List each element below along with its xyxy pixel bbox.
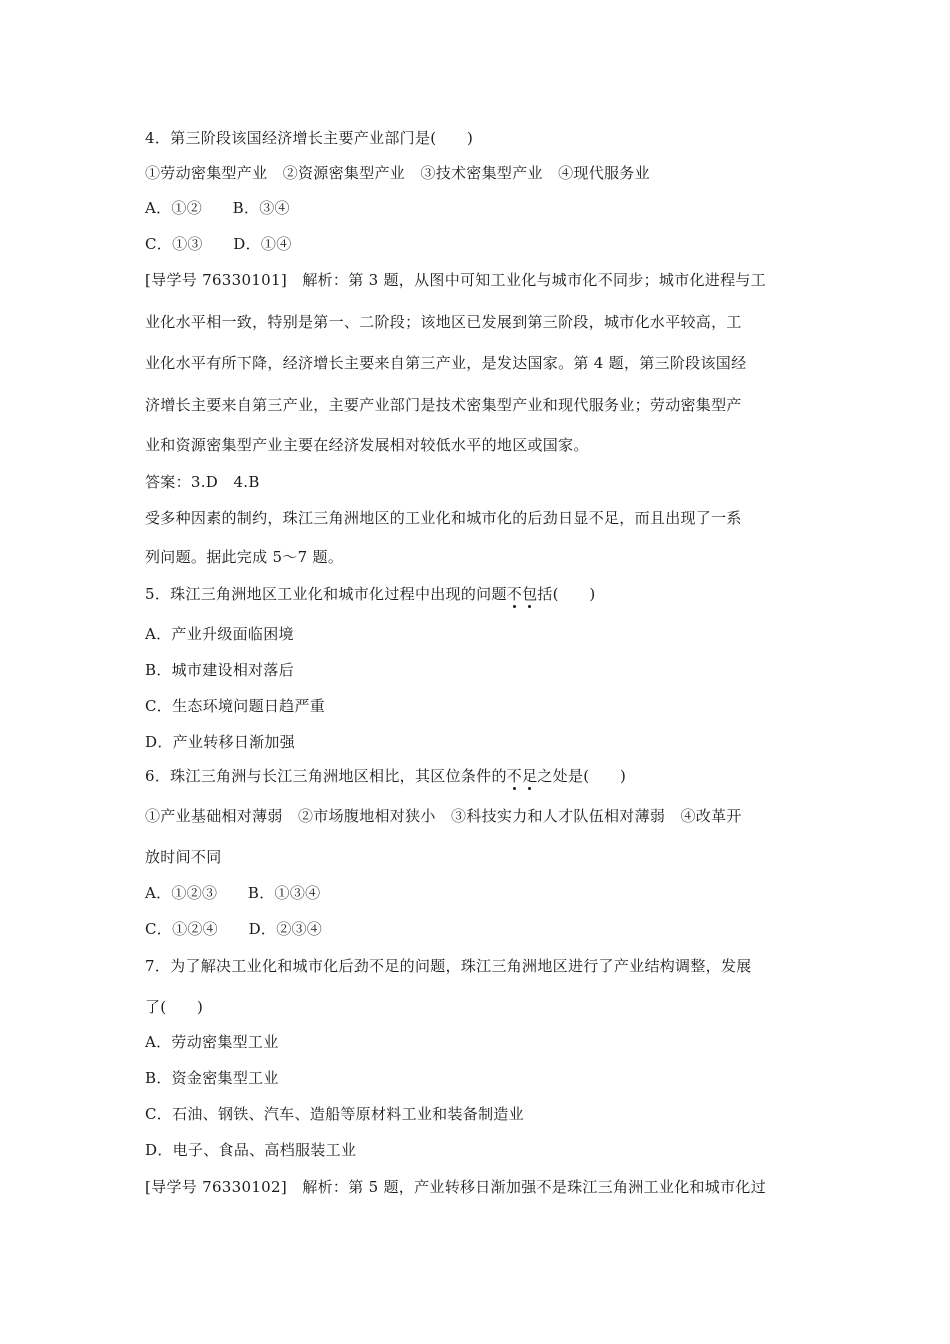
analysis-3-4-line-4: 济增长主要来自第三产业，主要产业部门是技术密集型产业和现代服务业；劳动密集型产 [145, 396, 742, 414]
emphasis-char: 不 [506, 585, 523, 603]
question-5-option-c: C．生态环境问题日趋严重 [145, 697, 326, 715]
passage-5-7-line-2: 列问题。据此完成 5～7 题。 [145, 548, 344, 566]
question-5-option-d: D．产业转移日渐加强 [145, 733, 296, 751]
question-7-option-b: B．资金密集型工业 [145, 1069, 279, 1087]
analysis-3-4-line-1: [导学号 76330101] 解析：第 3 题，从图中可知工业化与城市化不同步；城市化进程与工 [145, 271, 767, 289]
question-7-option-c: C．石油、钢铁、汽车、造船等原材料工业和装备制造业 [145, 1105, 524, 1123]
question-7-option-a: A．劳动密集型工业 [145, 1033, 279, 1051]
analysis-3-4-line-3: 业化水平有所下降，经济增长主要来自第三产业，是发达国家。第 4 题，第三阶段该国经 [145, 354, 747, 372]
question-5-option-b: B．城市建设相对落后 [145, 661, 295, 679]
question-6-stem [145, 766, 810, 786]
question-5-stem-tail: 括( ) [537, 585, 596, 603]
question-6-stem-tail: 之处是( ) [537, 767, 627, 785]
answer-3-4: 答案：3.D 4.B [145, 473, 260, 491]
question-6-options-line-2: 放时间不同 [145, 848, 222, 866]
question-6-stem-text: 6．珠江三角洲与长江三角洲地区相比，其区位条件的 [145, 767, 507, 785]
question-4-options: ①劳动密集型产业 ②资源密集型产业 ③技术密集型产业 ④现代服务业 [145, 164, 650, 182]
question-6-choices-cd: C．①②④ D．②③④ [145, 920, 323, 938]
emphasis-char: 足 [522, 767, 538, 785]
question-7-stem-line-2: 了( ) [145, 998, 204, 1016]
analysis-5-7-line-1: [导学号 76330102] 解析：第 5 题，产业转移日渐加强不是珠江三角洲工业化和城市化过 [145, 1178, 767, 1196]
question-7-stem-line-1: 7．为了解决工业化和城市化后劲不足的问题，珠江三角洲地区进行了产业结构调整，发展 [145, 957, 752, 975]
emphasis-char: 包 [522, 585, 538, 603]
question-4-choices-ab: A．①② B．③④ [145, 199, 290, 217]
question-5-stem-text: 5．珠江三角洲地区工业化和城市化过程中出现的问题 [145, 585, 507, 603]
emphasis-char: 不 [506, 767, 523, 785]
question-4-choices-cd: C．①③ D．①④ [145, 235, 292, 253]
passage-5-7-line-1: 受多种因素的制约，珠江三角洲地区的工业化和城市化的后劲日显不足，而且出现了一系 [145, 509, 742, 527]
question-5-option-a: A．产业升级面临困境 [145, 625, 294, 643]
analysis-3-4-line-2: 业化水平相一致，特别是第一、二阶段；该地区已发展到第三阶段，城市化水平较高，工 [145, 313, 742, 331]
analysis-3-4-line-5: 业和资源密集型产业主要在经济发展相对较低水平的地区或国家。 [145, 436, 589, 454]
question-7-option-d: D．电子、食品、高档服装工业 [145, 1141, 357, 1159]
question-6-choices-ab: A．①②③ B．①③④ [145, 884, 321, 902]
question-6-options-line-1: ①产业基础相对薄弱 ②市场腹地相对狭小 ③科技实力和人才队伍相对薄弱 ④改革开 [145, 807, 742, 825]
question-4-stem: 4．第三阶段该国经济增长主要产业部门是( ) [145, 129, 474, 147]
question-5-stem [145, 584, 810, 604]
